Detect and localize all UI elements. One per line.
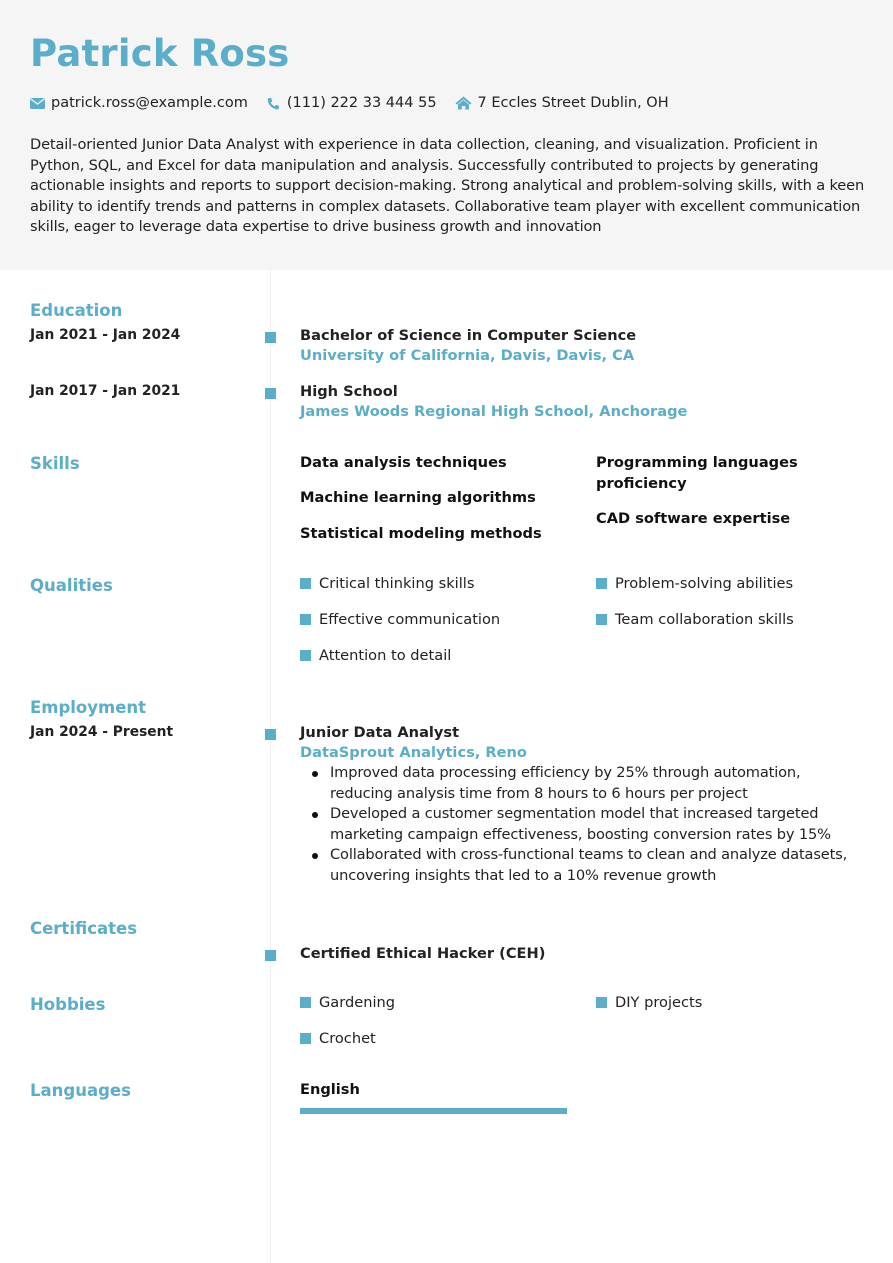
responsibility-item: Collaborated with cross-functional teams to clean and analyze datasets, uncovering insights that led to a 10% revenue growth (300, 845, 860, 886)
skill-item: Machine learning algorithms (300, 489, 536, 506)
hobby-item (300, 1030, 376, 1047)
certificate-item: Certified Ethical Hacker (CEH) (300, 945, 546, 962)
contact-info (30, 93, 687, 113)
contact-phone (266, 95, 437, 111)
profile-summary: Detail-oriented Junior Data Analyst with experience in data collection, cleaning, and visualization. Proficient in Python, SQL, and Excel for data manipulation and analysis. Successfully contributed to projects by generating actionable insights and reports to support decision-making. Strong analytical and problem-solving skills, with a keen ability to identify trends and patterns in complex datasets. Collaborative team player with excellent communication skills, eager to leverage data expertise to drive business growth and innovation (30, 136, 865, 236)
timeline-marker (265, 950, 276, 961)
square-bullet-icon (300, 1033, 311, 1044)
quality-item (300, 611, 500, 628)
qualities-section-title: Qualities (30, 576, 113, 595)
phone-icon (266, 96, 281, 111)
certificates-section-title: Certificates (30, 919, 138, 938)
job-title: Junior Data Analyst (300, 724, 460, 741)
contact-address (455, 95, 669, 111)
quality-text: Team collaboration skills (615, 611, 794, 628)
education-section-title: Education (30, 301, 123, 320)
square-bullet-icon (596, 997, 607, 1008)
quality-text: Critical thinking skills (319, 575, 475, 592)
resume-header (0, 0, 893, 270)
square-bullet-icon (300, 578, 311, 589)
timeline-marker (265, 729, 276, 740)
education-school: James Woods Regional High School, Anchorage (300, 403, 688, 420)
quality-text: Attention to detail (319, 647, 452, 664)
employment-dates: Jan 2024 - Present (30, 724, 174, 740)
skill-item: Programming languages proficiency (596, 454, 798, 492)
square-bullet-icon (596, 578, 607, 589)
job-responsibilities (300, 763, 860, 887)
quality-item (300, 647, 451, 664)
language-level-bar (300, 1108, 567, 1114)
quality-item (300, 575, 474, 592)
quality-item (596, 575, 793, 592)
education-degree: High School (300, 383, 398, 400)
contact-email (30, 95, 248, 111)
hobby-text: DIY projects (615, 994, 703, 1011)
timeline-marker (265, 332, 276, 343)
job-company: DataSprout Analytics, Reno (300, 744, 527, 761)
quality-text: Effective communication (319, 611, 501, 628)
square-bullet-icon (596, 614, 607, 625)
skill-item: Statistical modeling methods (300, 525, 542, 542)
candidate-name: Patrick Ross (30, 32, 290, 75)
hobbies-section-title: Hobbies (30, 995, 106, 1014)
column-divider (270, 270, 271, 1263)
square-bullet-icon (300, 997, 311, 1008)
skill-item: CAD software expertise (596, 510, 791, 527)
language-level-fill (300, 1108, 567, 1114)
education-dates: Jan 2017 - Jan 2021 (30, 383, 181, 399)
hobby-item (596, 994, 702, 1011)
skill-item: Data analysis techniques (300, 454, 507, 471)
square-bullet-icon (300, 650, 311, 661)
responsibility-item: Improved data processing efficiency by 25% through automation, reducing analysis time from 8 hours to 6 hours per project (300, 763, 860, 804)
education-school: University of California, Davis, Davis, CA (300, 347, 635, 364)
responsibility-item: Developed a customer segmentation model that increased targeted marketing campaign effectiveness, boosting conversion rates by 15% (300, 804, 860, 845)
timeline-marker (265, 388, 276, 399)
hobby-item (300, 994, 395, 1011)
hobby-text: Gardening (319, 994, 396, 1011)
address-text: 7 Eccles Street Dublin, OH (477, 95, 669, 111)
education-dates: Jan 2021 - Jan 2024 (30, 327, 181, 343)
home-icon (455, 96, 472, 110)
skills-section-title: Skills (30, 454, 80, 473)
envelope-icon (30, 98, 45, 109)
languages-section-title: Languages (30, 1081, 131, 1100)
hobby-text: Crochet (319, 1030, 376, 1047)
phone-text: (111) 222 33 444 55 (286, 95, 437, 111)
quality-text: Problem-solving abilities (615, 575, 794, 592)
square-bullet-icon (300, 614, 311, 625)
language-name: English (300, 1081, 360, 1098)
education-degree: Bachelor of Science in Computer Science (300, 327, 637, 344)
quality-item (596, 611, 794, 628)
employment-section-title: Employment (30, 698, 147, 717)
email-text: patrick.ross@example.com (51, 95, 248, 111)
